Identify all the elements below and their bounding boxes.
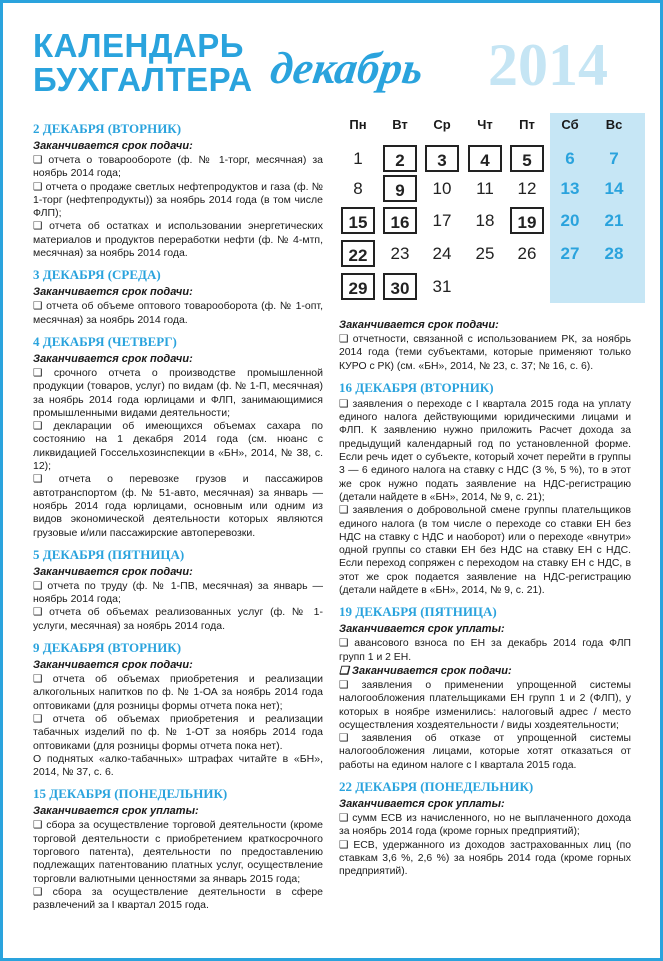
- calendar-day: 8: [353, 179, 363, 198]
- date-heading: 9 ДЕКАБРЯ (ВТОРНИК): [33, 640, 182, 656]
- deadline-subheading: Заканчивается срок уплаты:: [339, 623, 505, 636]
- date-section: [33, 786, 323, 912]
- weekday-header: Пн: [349, 117, 367, 132]
- calendar-day: 16: [383, 207, 417, 234]
- date-heading: 4 ДЕКАБРЯ (ЧЕТВЕРГ): [33, 333, 177, 349]
- deadline-item: ❑ авансового взноса по ЕН за декабрь 2014 года ФЛП групп 1 и 2 ЕН.: [339, 638, 631, 663]
- deadline-item: ❑ сумм ЕСВ из начисленного, но не выплаченного дохода за ноябрь 2014 года (кроме горных предприятий);: [339, 813, 631, 838]
- calendar-day: 20: [560, 211, 580, 230]
- calendar-day: 19: [510, 207, 544, 234]
- calendar-day: 11: [476, 179, 494, 198]
- deadline-item: ❑ отчетности, связанной с использованием РК, за ноябрь 2014 года (теми субъектами, которые применяют только КУРО с РК) (см. «БН», 2014, № 23, с. 37; № 16, с. 6).: [339, 334, 631, 372]
- calendar-day: 3: [425, 145, 459, 172]
- weekday-header: Ср: [433, 117, 451, 132]
- deadline-item: ❑ отчета об объемах приобретения и реализации табачных изделий по ф. № 1-ОТ за ноябрь 2014 года оптовиками (для розницы формы отчета пока нет).: [33, 712, 323, 752]
- calendar-day: 2: [383, 145, 417, 172]
- calendar-day: 29: [341, 273, 375, 300]
- date-heading: 19 ДЕКАБРЯ (ПЯТНИЦА): [339, 604, 497, 620]
- weekday-header: Чт: [477, 117, 493, 132]
- calendar-day: 9: [383, 175, 417, 202]
- deadline-item: ❑ декларации об имеющихся объемах сахара по состоянию на 1 декабря 2014 года (см. нюанс с ликвидацией Госсельхозинспекции в «БН», 2014, № 38, с. 12);: [33, 420, 323, 473]
- calendar-day: 13: [560, 179, 580, 198]
- deadline-item: ❑ сбора за осуществление деятельности в сфере развлечений за I квартал 2015 года.: [33, 885, 323, 912]
- calendar-day: 1: [353, 149, 363, 168]
- date-section: [33, 267, 323, 327]
- right-column: [339, 318, 631, 886]
- calendar-day: 27: [560, 244, 580, 263]
- calendar-day: 30: [383, 273, 417, 300]
- calendar-day: 21: [604, 211, 624, 230]
- date-section: [339, 380, 631, 597]
- date-heading: 5 ДЕКАБРЯ (ПЯТНИЦА): [33, 546, 185, 562]
- calendar-day: 31: [432, 277, 452, 296]
- date-heading: 15 ДЕКАБРЯ (ПОНЕДЕЛЬНИК): [33, 786, 228, 802]
- deadline-item: ❑ отчета об остатках и использовании энергетических материалов и продуктов переработки нефти (ф. № 4-мтп, месячная) за ноябрь 2014 года.: [33, 220, 323, 260]
- date-section: [33, 334, 323, 540]
- date-section: [33, 547, 323, 633]
- calendar-day: 7: [609, 149, 619, 168]
- weekday-header: Вт: [392, 117, 408, 132]
- title-line-1: КАЛЕНДАРЬ: [33, 27, 244, 64]
- deadline-subheading: Заканчивается срок подачи:: [33, 659, 193, 672]
- date-heading: 2 ДЕКАБРЯ (ВТОРНИК): [33, 121, 182, 136]
- deadline-item: ❑ отчета об объемах приобретения и реализации алкогольных напитков по ф. № 1-ОА за ноябрь 2014 года оптовиками (для розницы формы отчета пока нет);: [33, 673, 323, 712]
- date-heading: 22 ДЕКАБРЯ (ПОНЕДЕЛЬНИК): [339, 779, 534, 795]
- deadline-subheading: Заканчивается срок подачи:: [33, 140, 193, 152]
- date-section: [339, 779, 631, 878]
- left-column: [33, 121, 323, 919]
- deadline-item: ❑ отчета об объемах реализованных услуг (ф. № 1-услуги, месячная) за ноябрь 2014 года.: [33, 606, 323, 632]
- weekday-header: Сб: [561, 117, 579, 132]
- year-title: 2014: [488, 32, 608, 98]
- deadline-item: ❑ заявления об отказе от упрощенной системы налогообложения лицами, которые хотят отказаться от работы на едином налоге с I квартала 2015 года.: [339, 733, 631, 771]
- month-title: декабрь: [267, 43, 427, 93]
- calendar-day: 28: [604, 244, 624, 263]
- deadline-item: ❑ заявления о применении упрощенной системы налогообложения плательщиками ЕН групп 1 и 2 (ФЛП), у которых в ноябре изменились: налоговый адрес / место осуществления хоздеятельности / виды хоздеятельности;: [339, 679, 631, 731]
- deadline-item: ❑ отчета о перевозке грузов и пассажиров автотранспортом (ф. № 51-авто, месячная) за январь — ноябрь 2014 года юрлицами, основным или одним из видов экономической деятельности которых являются грузовые и/или пассажирские автоперевозки.: [33, 473, 323, 539]
- calendar-day: 4: [468, 145, 502, 172]
- deadline-item: ❑ заявления о переходе с I квартала 2015 года на уплату единого налога действующими юридическими лицами и ФЛП. К заявлению нужно приложить Расчет дохода за предыдущий календарный год по установленной форме. Если речь идет о субъекте, который хочет перейти в группы 3 — 6 единого налога на ставку с НДС (3 %, 5 %), то в этот же срок нужно подать заявление на НДС-регистрацию (детали найдете в «БН», 2014, № 9, с. 21);: [339, 398, 631, 503]
- date-section: [33, 121, 323, 260]
- deadline-item: ❑ ЕСВ, удержанного из доходов застрахованных лиц (по ставкам 3,6 %, 2,6 %) за ноябрь 2014 года (кроме горных предприятий).: [339, 839, 631, 878]
- deadline-subheading: Заканчивается срок уплаты:: [33, 805, 199, 818]
- calendar-day: 22: [341, 240, 375, 267]
- calendar-day: 5: [510, 145, 544, 172]
- calendar-day: 18: [475, 211, 495, 230]
- deadline-item: ❑ отчета по труду (ф. № 1-ПВ, месячная) за январь — ноябрь 2014 года;: [33, 579, 323, 606]
- deadline-subheading: ❑ Заканчивается срок подачи:: [339, 664, 512, 677]
- deadline-subheading: Заканчивается срок подачи:: [339, 319, 499, 331]
- date-heading: 3 ДЕКАБРЯ (СРЕДА): [33, 267, 161, 283]
- deadline-item: ❑ отчета об объеме оптового товарооборота (ф. № 1-опт, месячная) за ноябрь 2014 года.: [33, 300, 323, 326]
- deadline-item: ❑ отчета о продаже светлых нефтепродуктов и газа (ф. № 1-торг (нефтепродукты)) за ноябрь 2014 года (в том числе ФЛП);: [33, 180, 323, 220]
- calendar-day: 10: [432, 179, 452, 198]
- calendar-day: 23: [390, 244, 410, 263]
- calendar-day: 26: [517, 244, 537, 263]
- calendar-day: 14: [604, 179, 624, 198]
- title-line-2: БУХГАЛТЕРА: [33, 61, 253, 98]
- calendar-day: 17: [432, 211, 452, 230]
- deadline-item: ❑ сбора за осуществление торговой деятельности (кроме торговой деятельности с приобретением краткосрочного торгового патента), деятельности по предоставлению подлежащих патентованию платных услуг, осуществление торговли валютными ценностями за январь 2015 года;: [33, 819, 323, 885]
- deadline-item: ❑ отчета о товарообороте (ф. № 1-торг, месячная) за ноябрь 2014 года;: [33, 154, 323, 180]
- weekday-header: Пт: [519, 117, 535, 132]
- calendar-day: 15: [341, 207, 375, 234]
- deadline-item: О поднятых «алко-табачных» штрафах читайте в «БН», 2014, № 37, с. 6.: [33, 752, 323, 779]
- deadline-subheading: Заканчивается срок подачи:: [33, 352, 193, 365]
- deadline-item: ❑ заявления о добровольной смене группы плательщиков единого налога (в том числе о переходе со ставки ЕН без НДС на ставку с НДС и наоборот) или о переходе «внутри» одной группы со ставки ЕН без НДС на ставку ЕН с НДС. Если переход сопряжен с переходом на ставку ЕН с НДС, в этот же срок подается заявление на НДС-регистрацию (детали найдете в «БН», 2014, № 9, с. 21).: [339, 505, 631, 597]
- month-calendar: [336, 113, 645, 303]
- deadline-subheading: Заканчивается срок подачи:: [33, 565, 193, 578]
- deadline-item: ❑ срочного отчета о производстве промышленной продукции (товаров, услуг) по видам (ф. № 1-П, месячная) за ноябрь 2014 года юрлицами и ФЛП, занимающимися промышленными видами деятельности;: [33, 366, 323, 419]
- calendar-day: 12: [517, 179, 537, 198]
- date-heading: 16 ДЕКАБРЯ (ВТОРНИК): [339, 379, 494, 395]
- weekday-header: Вс: [605, 117, 623, 132]
- deadline-subheading: Заканчивается срок подачи:: [33, 286, 193, 299]
- date-section: [33, 640, 323, 779]
- date-section: [339, 604, 631, 772]
- deadline-subheading: Заканчивается срок уплаты:: [339, 798, 505, 811]
- date-section: [339, 318, 631, 373]
- calendar-day: 24: [432, 244, 452, 263]
- calendar-day: 6: [565, 149, 575, 168]
- calendar-day: 25: [475, 244, 495, 263]
